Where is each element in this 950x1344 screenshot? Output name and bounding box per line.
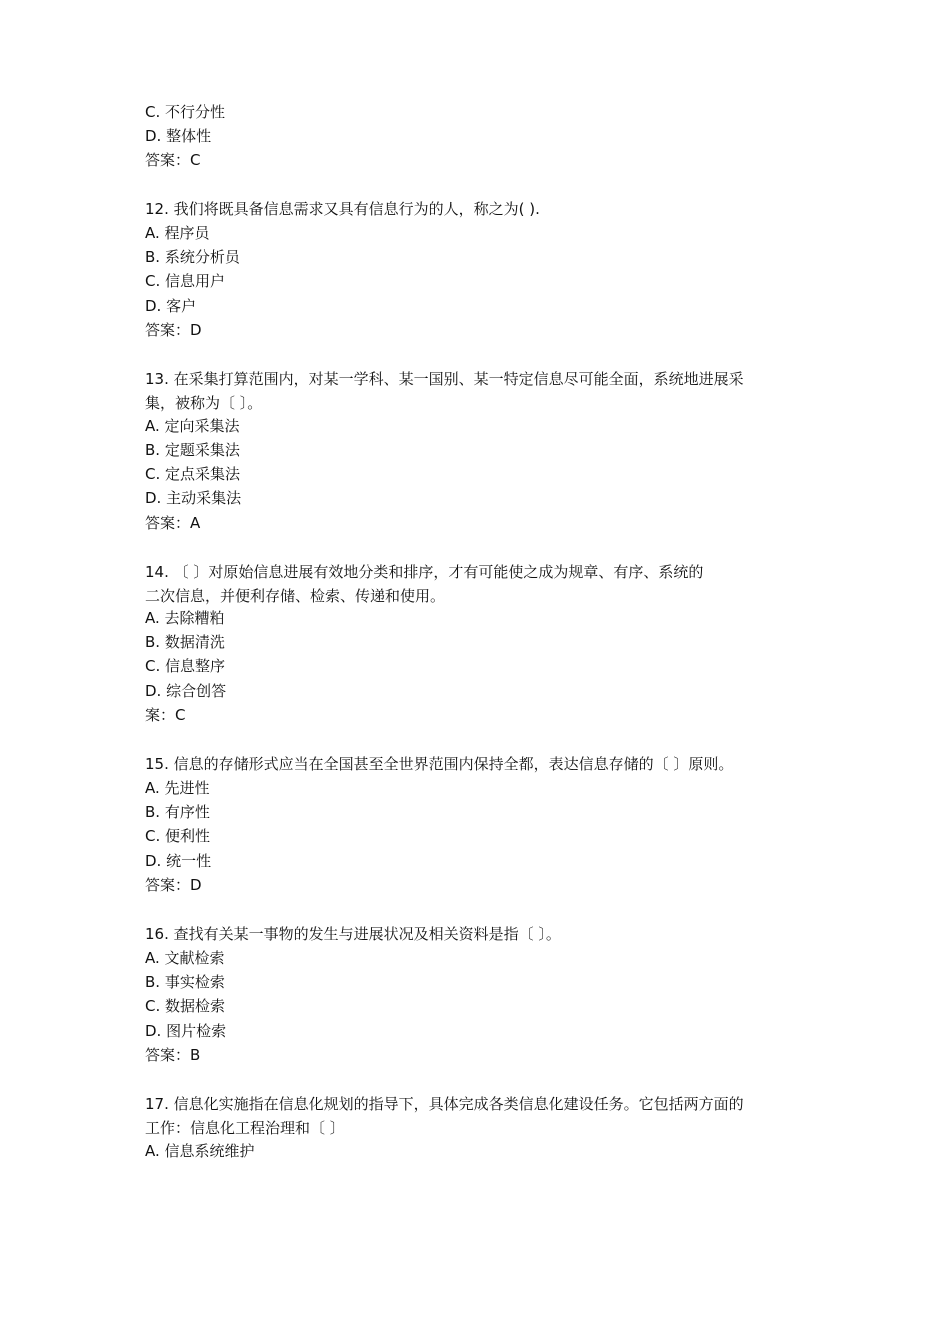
text-line: A. 程序员 bbox=[145, 224, 210, 242]
text-line: B. 数据清洗 bbox=[145, 633, 225, 651]
text-line: D. 统一性 bbox=[145, 852, 212, 870]
text-line: A. 先进性 bbox=[145, 779, 210, 797]
text-line: B. 系统分析员 bbox=[145, 248, 240, 266]
text-line: B. 有序性 bbox=[145, 803, 210, 821]
text-line: 二次信息，并便利存储、检索、传递和使用。 bbox=[145, 587, 446, 605]
text-line: A. 文献检索 bbox=[145, 949, 225, 967]
text-line: 答案：C bbox=[145, 151, 201, 169]
text-line: 答案：B bbox=[145, 1046, 201, 1064]
text-line: 工作：信息化工程治理和〔 〕 bbox=[145, 1119, 345, 1137]
text-line: 集，被称为〔 〕。 bbox=[145, 394, 263, 412]
text-line: D. 整体性 bbox=[145, 127, 212, 145]
text-line: 12. 我们将既具备信息需求又具有信息行为的人，称之为( ). bbox=[145, 200, 540, 218]
text-line: 15. 信息的存储形式应当在全国甚至全世界范围内保持全都，表达信息存储的〔 〕原则。 bbox=[145, 755, 734, 773]
text-line: 14. 〔 〕对原始信息进展有效地分类和排序，才有可能使之成为规章、有序、系统的 bbox=[145, 563, 704, 581]
text-line: 案：C bbox=[145, 706, 186, 724]
text-line: A. 定向采集法 bbox=[145, 417, 240, 435]
text-line: 答案：D bbox=[145, 321, 202, 339]
text-line: B. 定题采集法 bbox=[145, 441, 240, 459]
text-line: A. 信息系统维护 bbox=[145, 1142, 255, 1160]
text-line: D. 综合创答 bbox=[145, 682, 227, 700]
text-line: D. 主动采集法 bbox=[145, 489, 242, 507]
text-line: B. 事实检索 bbox=[145, 973, 225, 991]
text-line: D. 客户 bbox=[145, 297, 197, 315]
text-line: C. 信息整序 bbox=[145, 657, 226, 675]
text-line: 13. 在采集打算范围内，对某一学科、某一国别、某一特定信息尽可能全面，系统地进展采 bbox=[145, 370, 744, 388]
text-line: C. 数据检索 bbox=[145, 997, 226, 1015]
text-line: C. 信息用户 bbox=[145, 272, 226, 290]
text-line: C. 不行分性 bbox=[145, 103, 226, 121]
text-line: A. 去除糟粕 bbox=[145, 609, 225, 627]
text-line: 答案：D bbox=[145, 876, 202, 894]
text-line: C. 定点采集法 bbox=[145, 465, 241, 483]
text-line: 答案：A bbox=[145, 514, 201, 532]
text-line: 17. 信息化实施指在信息化规划的指导下，具体完成各类信息化建设任务。它包括两方面的 bbox=[145, 1095, 744, 1113]
text-line: C. 便利性 bbox=[145, 827, 211, 845]
text-line: D. 图片检索 bbox=[145, 1022, 227, 1040]
text-line: 16. 查找有关某一事物的发生与进展状况及相关资料是指〔 〕。 bbox=[145, 925, 561, 943]
